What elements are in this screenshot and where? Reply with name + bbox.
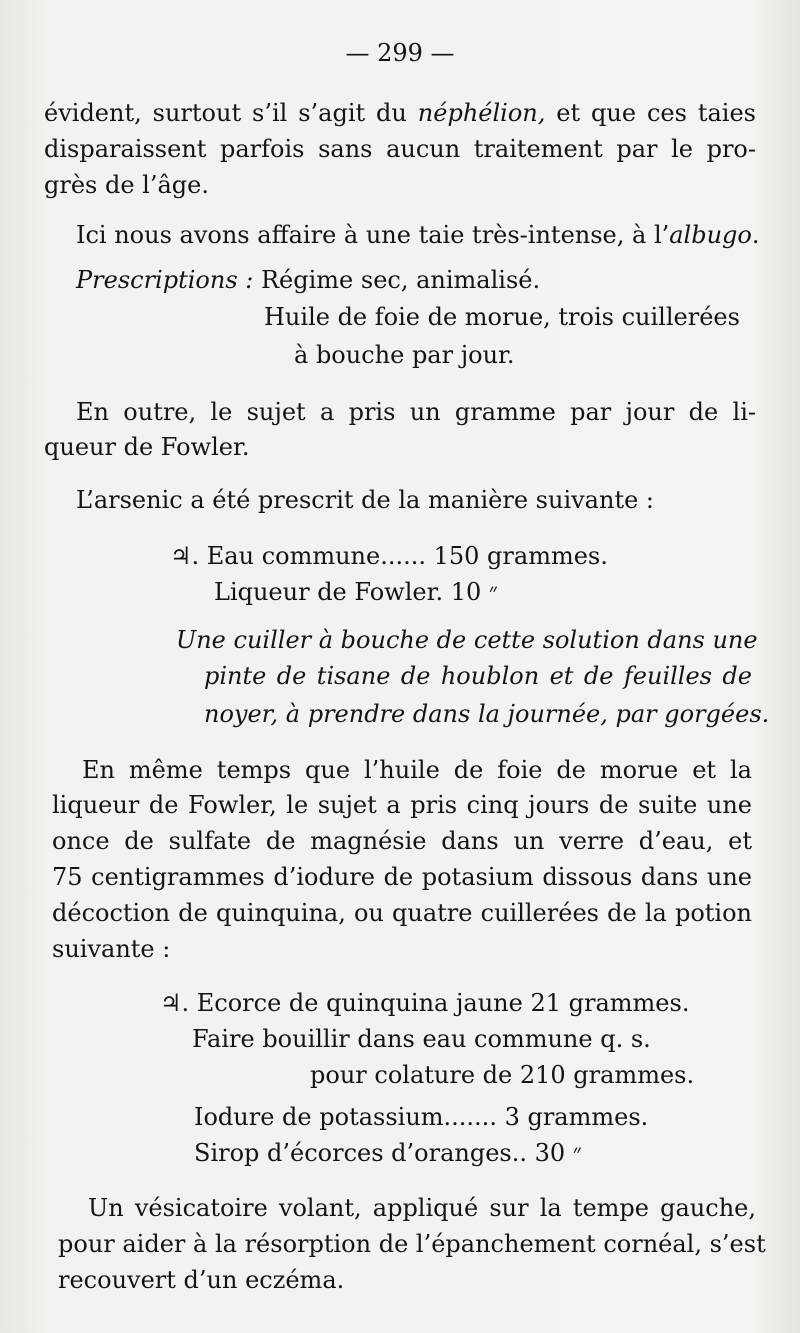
text-fragment: Ici nous avons affaire à une taie très-intense, à l’ <box>76 221 670 249</box>
text-line-21: suivante : <box>52 935 171 963</box>
text-fragment: évident, surtout s’il s’agit du <box>44 99 418 127</box>
text-line-10: L’arsenic a été prescrit de la manière suivante : <box>76 486 655 514</box>
text-line-4 <box>76 220 760 250</box>
text-line-25: Iodure de potassium....... 3 grammes. <box>194 1103 649 1131</box>
text-line-23: Faire bouillir dans eau commune q. s. <box>192 1025 651 1053</box>
text-line-24: pour colature de 210 grammes. <box>310 1061 695 1089</box>
text-fragment: . <box>751 221 760 249</box>
text-line-26: Sirop d’écorces d’oranges.. 30 ״ <box>194 1139 582 1167</box>
text-line-14: pinte de tisane de houblon et de feuilles de <box>204 662 752 690</box>
text-line-6: Huile de foie de morue, trois cuillerées <box>264 303 740 331</box>
text-line-22: ♃. Ecorce de quinquina jaune 21 grammes. <box>160 989 690 1017</box>
text-line-7: à bouche par jour. <box>294 341 515 369</box>
text-line-1 <box>44 98 756 128</box>
italic-term: Prescriptions : <box>76 266 254 294</box>
text-line-9: queur de Fowler. <box>44 433 250 461</box>
text-line-13: Une cuiller à bouche de cette solution dans une <box>176 626 758 654</box>
text-line-15: noyer, à prendre dans la journée, par gorgées. <box>204 700 770 728</box>
text-line-12: Liqueur de Fowler. 10 ״ <box>214 578 498 606</box>
italic-term: albugo <box>669 221 752 249</box>
text-line-3: grès de l’âge. <box>44 171 209 199</box>
text-line-2: disparaissent parfois sans aucun traitement par le pro- <box>44 135 756 163</box>
text-line-18: once de sulfate de magnésie dans un verre d’eau, et <box>52 827 752 855</box>
text-line-17: liqueur de Fowler, le sujet a pris cinq jours de suite une <box>52 791 752 819</box>
text-line-27: Un vésicatoire volant, appliqué sur la tempe gauche, <box>88 1194 756 1222</box>
text-line-8: En outre, le sujet a pris un gramme par jour de li- <box>76 398 756 426</box>
text-fragment: Régime sec, animalisé. <box>253 266 541 294</box>
italic-term: néphélion, <box>417 99 546 127</box>
text-line-5 <box>76 265 540 295</box>
text-line-28: pour aider à la résorption de l’épanchement cornéal, s’est <box>58 1230 766 1258</box>
text-line-29: recouvert d’un eczéma. <box>58 1266 345 1294</box>
page-number: — 299 — <box>345 39 455 67</box>
text-line-19: 75 centigrammes d’iodure de potasium dissous dans une <box>52 863 752 891</box>
text-fragment: et que ces taies <box>545 99 757 127</box>
text-line-16: En même temps que l’huile de foie de morue et la <box>82 756 752 784</box>
text-line-20: décoction de quinquina, ou quatre cuillerées de la potion <box>52 899 752 927</box>
text-line-11: ♃. Eau commune...... 150 grammes. <box>170 542 608 570</box>
